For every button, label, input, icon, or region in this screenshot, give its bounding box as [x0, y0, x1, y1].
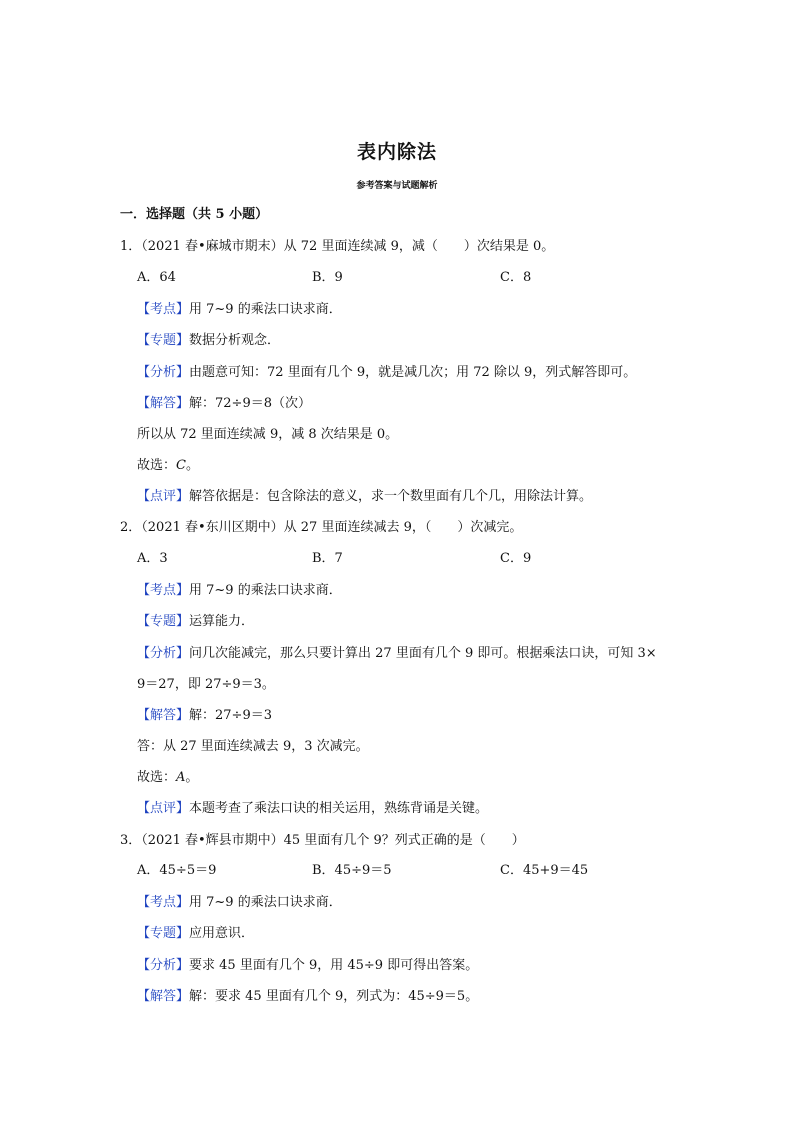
q1-stem: 1．（2021 春•麻城市期末）从 72 里面连续减 9，减（ ）次结果是 0。: [120, 239, 555, 254]
q2-zhuanti-text: 运算能力．: [189, 614, 255, 629]
q1-kaodian-text: 用 7~9 的乘法口诀求商．: [189, 302, 342, 317]
q2-zhuanti: [137, 613, 680, 631]
q3-fenxi-text: 要求 45 里面有几个 9，用 45÷9 即可得出答案。: [189, 958, 479, 973]
q2-guxuan-suffix: 。: [185, 770, 199, 785]
zhuanti-tag: 【专题】: [137, 614, 190, 629]
q1-dianping: [137, 488, 680, 506]
fenxi-tag: 【分析】: [137, 365, 190, 380]
q2-jieda: [137, 707, 680, 725]
q1-option-c: C．8: [500, 270, 532, 285]
q2-jieda-text: 解：27÷9＝3: [189, 708, 272, 723]
q2-dianping: [137, 800, 680, 818]
page-subtitle: 参考答案与试题解析: [356, 181, 438, 191]
q1-fenxi: [137, 364, 680, 382]
q1-answer-line: 所以从 72 里面连续减 9，减 8 次结果是 0。: [137, 427, 399, 442]
q2-stem: 2．（2021 春•东川区期中）从 27 里面连续减去 9，（ ）次减完。: [120, 520, 523, 535]
q1-option-b: B．9: [312, 270, 343, 285]
kaodian-tag: 【考点】: [137, 583, 190, 598]
q2-kaodian: [137, 582, 680, 600]
q1-guxuan: [137, 457, 680, 475]
q3-fenxi: [137, 957, 680, 975]
zhuanti-tag: 【专题】: [137, 926, 190, 941]
q3-zhuanti: [137, 925, 680, 943]
q2-fenxi: [137, 645, 680, 663]
q3-jieda: [137, 988, 680, 1006]
q3-option-a: A．45÷5＝9: [137, 863, 217, 878]
q3-option-c: C．45+9＝45: [500, 863, 589, 878]
q2-guxuan-prefix: 故选：: [137, 770, 177, 785]
q2-kaodian-text: 用 7~9 的乘法口诀求商．: [189, 583, 342, 598]
q3-option-b: B．45÷9＝5: [312, 863, 392, 878]
q3-kaodian-text: 用 7~9 的乘法口诀求商．: [189, 895, 342, 910]
q2-dianping-text: 本题考查了乘法口诀的相关运用，熟练背诵是关键。: [189, 801, 489, 816]
q1-guxuan-letter: C: [176, 458, 186, 473]
q3-kaodian: [137, 894, 680, 912]
q2-guxuan: [137, 769, 680, 787]
q2-fenxi-text: 问几次能减完，那么只要计算出 27 里面有几个 9 即可。根据乘法口诀，可知 3×: [189, 646, 657, 661]
q3-stem: 3．（2021 春•辉县市期中）45 里面有几个 9？列式正确的是（ ）: [120, 833, 525, 848]
q1-kaodian: [137, 301, 680, 319]
q1-guxuan-suffix: 。: [185, 458, 199, 473]
dianping-tag: 【点评】: [137, 489, 190, 504]
q1-guxuan-prefix: 故选：: [137, 458, 177, 473]
q3-jieda-text: 解：要求 45 里面有几个 9，列式为：45÷9＝5。: [189, 989, 479, 1004]
q2-guxuan-letter: A: [176, 770, 186, 785]
kaodian-tag: 【考点】: [137, 895, 190, 910]
jieda-tag: 【解答】: [137, 989, 190, 1004]
q1-zhuanti: [137, 332, 680, 350]
q2-fenxi-continued: 9＝27，即 27÷9＝3。: [137, 677, 275, 692]
q1-jieda: [137, 395, 680, 413]
q1-fenxi-text: 由题意可知：72 里面有几个 9，就是减几次；用 72 除以 9，列式解答即可。: [189, 365, 637, 380]
dianping-tag: 【点评】: [137, 801, 190, 816]
fenxi-tag: 【分析】: [137, 958, 190, 973]
jieda-tag: 【解答】: [137, 396, 190, 411]
q1-dianping-text: 解答依据是：包含除法的意义，求一个数里面有几个几，用除法计算。: [189, 489, 593, 504]
page-title: 表内除法: [356, 141, 437, 163]
section-heading: 一．选择题（共 5 小题）: [120, 207, 269, 222]
q2-option-c: C．9: [500, 551, 532, 566]
q1-option-a: A．64: [137, 270, 176, 285]
zhuanti-tag: 【专题】: [137, 333, 190, 348]
q2-option-a: A．3: [137, 551, 168, 566]
kaodian-tag: 【考点】: [137, 302, 190, 317]
q1-jieda-text: 解：72÷9＝8（次）: [189, 396, 311, 411]
q1-zhuanti-text: 数据分析观念．: [189, 333, 281, 348]
q3-zhuanti-text: 应用意识．: [189, 926, 255, 941]
q2-option-b: B．7: [312, 551, 343, 566]
fenxi-tag: 【分析】: [137, 646, 190, 661]
jieda-tag: 【解答】: [137, 708, 190, 723]
q2-answer-line: 答：从 27 里面连续减去 9，3 次减完。: [137, 739, 369, 754]
